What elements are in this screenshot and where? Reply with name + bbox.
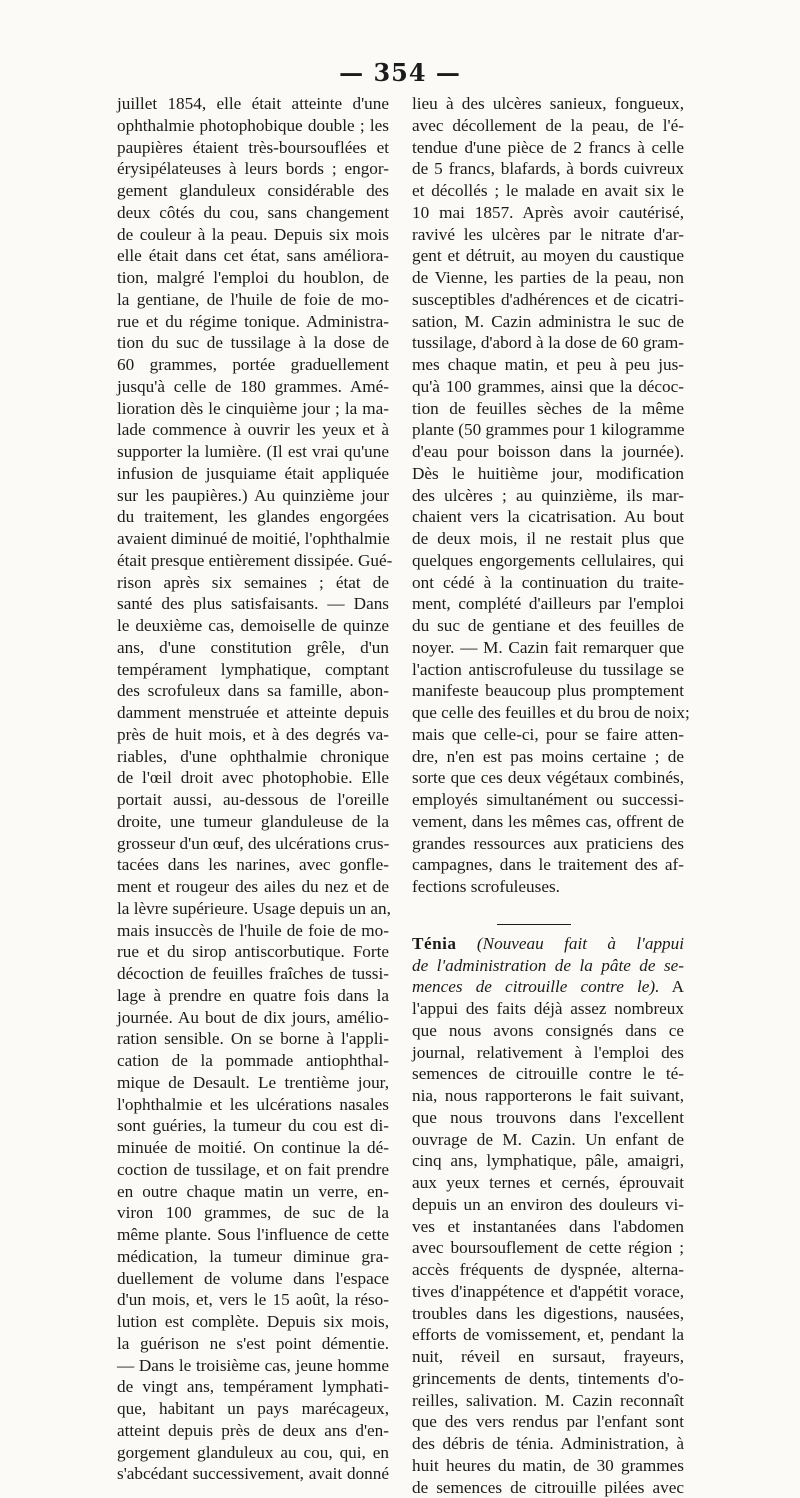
text-line: qu'à 100 grammes, ainsi que la décoc- — [412, 376, 684, 398]
text-line: de deux mois, il ne restait plus que — [412, 528, 684, 550]
text-line: fections scrofuleuses. — [412, 876, 684, 898]
section-first-word: A — [672, 977, 684, 996]
right-column — [412, 93, 684, 1498]
text-line: 10 mai 1857. Après avoir cautérisé, — [412, 202, 684, 224]
text-line: dre, n'en est pas moins certaine ; de — [412, 746, 684, 768]
text-line: la lèvre supérieure. Usage depuis un an, — [117, 898, 389, 920]
text-line: campagnes, dans le traitement des af- — [412, 854, 684, 876]
right-column-section-body — [412, 998, 684, 1498]
text-line: aux yeux ternes et cernés, éprouvait — [412, 1172, 684, 1194]
text-line: sation, M. Cazin administra le suc de — [412, 311, 684, 333]
page-number: — 354 — — [0, 58, 800, 87]
text-line: susceptibles d'adhérences et de cicatri- — [412, 289, 684, 311]
text-line: troubles dans les digestions, nausées, — [412, 1303, 684, 1325]
text-line: depuis un an environ des douleurs vi- — [412, 1194, 684, 1216]
section-subtitle-part-3: mences de citrouille contre le). — [412, 977, 659, 996]
text-line: ouvrage de M. Cazin. Un enfant de — [412, 1129, 684, 1151]
text-line: avec décollement de la peau, de l'é- — [412, 115, 684, 137]
text-line: avec boursouflement de cette région ; — [412, 1237, 684, 1259]
text-line: accès fréquents de dyspnée, alterna- — [412, 1259, 684, 1281]
text-line: lioration dès le cinquième jour ; la ma- — [117, 398, 389, 420]
text-line: l'ophthalmie et les ulcérations nasales — [117, 1094, 389, 1116]
section-subtitle-part-1: (Nouveau fait à l'appui — [477, 934, 684, 953]
text-line: vement, dans les mêmes cas, offrent de — [412, 811, 684, 833]
text-line: de couleur à la peau. Depuis six mois — [117, 224, 389, 246]
text-line: journal, relativement à l'emploi des — [412, 1042, 684, 1064]
text-line: sur les paupières.) Au quinzième jour — [117, 485, 389, 507]
text-line: ration sensible. On se borne à l'appli- — [117, 1028, 389, 1050]
text-line: tion de feuilles sèches de la même — [412, 398, 684, 420]
text-line: des débris de ténia. Administration, à — [412, 1433, 684, 1455]
text-line: duellement de volume dans l'espace — [117, 1268, 389, 1290]
text-line: tussilage, d'abord à la dose de 60 gram- — [412, 332, 684, 354]
text-line: tion, malgré l'emploi du houblon, de — [117, 267, 389, 289]
text-line: ment et rougeur des ailes du nez et de — [117, 876, 389, 898]
text-line: ans, d'une constitution grêle, d'un — [117, 637, 389, 659]
text-line: près de huit mois, et à des degrés va- — [117, 724, 389, 746]
text-line: riables, d'une ophthalmie chronique — [117, 746, 389, 768]
text-line: nia, nous rapporterons le fait suivant, — [412, 1085, 684, 1107]
text-line: employés simultanément ou successi- — [412, 789, 684, 811]
text-line: huit heures du matin, de 30 grammes — [412, 1455, 684, 1477]
text-line: coction de tussilage, et on fait prendre — [117, 1159, 389, 1181]
section-subtitle-part-2: de l'administration de la pâte de se- — [412, 955, 684, 977]
paragraph-gap — [412, 898, 684, 918]
text-line: supporter la lumière. (Il est vrai qu'une — [117, 441, 389, 463]
text-line: deux côtés du cou, sans changement — [117, 202, 389, 224]
text-line: que nous trouvons dans l'excellent — [412, 1107, 684, 1129]
text-line: cinq ans, lymphatique, pâle, amaigri, — [412, 1150, 684, 1172]
text-line: et décollés ; le malade en avait six le — [412, 180, 684, 202]
text-line: grosseur d'un œuf, des ulcérations crus- — [117, 833, 389, 855]
text-line: nuit, réveil en sursaut, frayeurs, — [412, 1346, 684, 1368]
text-line: lieu à des ulcères sanieux, fongueux, — [412, 93, 684, 115]
text-line: chaient vers la cicatrisation. Au bout — [412, 506, 684, 528]
text-line: santé des plus satisfaisants. — Dans — [117, 593, 389, 615]
text-line: lution est complète. Depuis six mois, — [117, 1311, 389, 1333]
text-line: la guérison ne s'est point démentie. — [117, 1333, 389, 1355]
text-line: du suc de gentiane et des feuilles de — [412, 615, 684, 637]
text-line: cation de la pommade antiophthal- — [117, 1050, 389, 1072]
text-line: d'un mois, et, vers le 15 août, la réso- — [117, 1289, 389, 1311]
text-line: érysipélateuses à leurs bords ; engor- — [117, 158, 389, 180]
text-line: 60 grammes, portée graduellement — [117, 354, 389, 376]
text-line: elle était dans cet état, sans améliora- — [117, 245, 389, 267]
text-line: grincements de dents, tintements d'o- — [412, 1368, 684, 1390]
section-heading-line-3 — [412, 976, 684, 998]
text-line: que celle des feuilles et du brou de noix; — [412, 702, 684, 724]
text-line: d'eau pour boisson dans la journée). — [412, 441, 684, 463]
text-line: minuée de moitié. On continue la dé- — [117, 1137, 389, 1159]
text-line: s'abcédant successivement, avait donné — [117, 1463, 389, 1485]
text-line: jusqu'à celle de 180 grammes. Amé- — [117, 376, 389, 398]
text-line: lage à prendre en quatre fois dans la — [117, 985, 389, 1007]
text-line: mes chaque matin, et peu à peu jus- — [412, 354, 684, 376]
text-line: mais que celle-ci, pour se faire atten- — [412, 724, 684, 746]
text-line: juillet 1854, elle était atteinte d'une — [117, 93, 389, 115]
text-line: noyer. — M. Cazin fait remarquer que — [412, 637, 684, 659]
text-line: tives d'inappétence et d'appétit vorace, — [412, 1281, 684, 1303]
text-line: rison après six semaines ; état de — [117, 572, 389, 594]
text-line: de l'œil droit avec photophobie. Elle — [117, 767, 389, 789]
text-line: des ulcères ; au quinzième, ils mar- — [412, 485, 684, 507]
section-heading-line — [412, 933, 684, 955]
text-line: tion du suc de tussilage à la dose de — [117, 332, 389, 354]
text-line: efforts de vomissement, et, pendant la — [412, 1324, 684, 1346]
text-line: portait aussi, au-dessous de l'oreille — [117, 789, 389, 811]
text-line: ves et instantanées dans l'abdomen — [412, 1216, 684, 1238]
text-line: ment, complété d'ailleurs par l'emploi — [412, 593, 684, 615]
text-line: tempérament lymphatique, comptant — [117, 659, 389, 681]
text-line: mique de Desault. Le trentième jour, — [117, 1072, 389, 1094]
text-line: ophthalmie photophobique double ; les — [117, 115, 389, 137]
text-line: grandes ressources aux praticiens des — [412, 833, 684, 855]
text-line: manifeste beaucoup plus promptement — [412, 680, 684, 702]
text-line: du traitement, les glandes engorgées — [117, 506, 389, 528]
text-line: même plante. Sous l'influence de cette — [117, 1224, 389, 1246]
text-line: que nous avons consignés dans ce — [412, 1020, 684, 1042]
section-title: Ténia — [412, 934, 457, 953]
text-line: mais insuccès de l'huile de foie de mo- — [117, 920, 389, 942]
text-line: reilles, salivation. M. Cazin reconnaît — [412, 1390, 684, 1412]
text-line: sorte que ces deux végétaux combinés, — [412, 767, 684, 789]
text-line: viron 100 grammes, de suc de la — [117, 1202, 389, 1224]
text-line: que, habitant un pays marécageux, — [117, 1398, 389, 1420]
text-line: damment menstruée et atteinte depuis — [117, 702, 389, 724]
text-line: ont cédé à la continuation du traite- — [412, 572, 684, 594]
text-line: de 5 francs, blafards, à bords cuivreux — [412, 158, 684, 180]
text-line: le deuxième cas, demoiselle de quinze — [117, 615, 389, 637]
text-line: gorgement glanduleux au cou, qui, en — [117, 1442, 389, 1464]
text-line: en outre chaque matin un verre, en- — [117, 1181, 389, 1203]
text-line: infusion de jusquiame était appliquée — [117, 463, 389, 485]
text-line: l'appui des faits déjà assez nombreux — [412, 998, 684, 1020]
text-line: que des vers rendus par l'enfant sont — [412, 1411, 684, 1433]
text-line: gent et détruit, au moyen du caustique — [412, 245, 684, 267]
text-line: ravivé les ulcères par le nitrate d'ar- — [412, 224, 684, 246]
text-line: — Dans le troisième cas, jeune homme — [117, 1355, 389, 1377]
text-line: paupières étaient très-boursouflées et — [117, 137, 389, 159]
text-line: rue et du sirop antiscorbutique. Forte — [117, 941, 389, 963]
text-line: gement glanduleux considérable des — [117, 180, 389, 202]
left-column — [117, 93, 389, 1485]
text-line: des scrofuleux dans sa famille, abon- — [117, 680, 389, 702]
text-line: de semences de citrouille pilées avec — [412, 1477, 684, 1498]
text-line: avaient diminué de moitié, l'ophthalmie — [117, 528, 389, 550]
text-line: de Vienne, les parties de la peau, non — [412, 267, 684, 289]
text-line: tendue d'une pièce de 2 francs à celle — [412, 137, 684, 159]
text-line: décoction de feuilles fraîches de tussi- — [117, 963, 389, 985]
text-line: atteint depuis près de deux ans d'en- — [117, 1420, 389, 1442]
text-line: rue et du régime tonique. Administra- — [117, 311, 389, 333]
text-line: semences de citrouille contre le té- — [412, 1063, 684, 1085]
text-line: quelques engorgements cellulaires, qui — [412, 550, 684, 572]
section-divider — [497, 924, 571, 925]
text-line: journée. Au bout de dix jours, amélio- — [117, 1007, 389, 1029]
text-line: lade commence à ouvrir les yeux et à — [117, 419, 389, 441]
text-line: de vingt ans, tempérament lymphati- — [117, 1376, 389, 1398]
text-line: sont guéries, la tumeur du cou est di- — [117, 1115, 389, 1137]
text-line: était presque entièrement dissipée. Gué- — [117, 550, 389, 572]
text-line: l'action antiscrofuleuse du tussilage se — [412, 659, 684, 681]
text-line: médication, la tumeur diminue gra- — [117, 1246, 389, 1268]
text-line: Dès le huitième jour, modification — [412, 463, 684, 485]
text-line: plante (50 grammes pour 1 kilogramme — [412, 419, 684, 441]
right-column-paragraph — [412, 93, 684, 898]
text-line: la gentiane, de l'huile de foie de mo- — [117, 289, 389, 311]
text-line: tacées dans les narines, avec gonfle- — [117, 854, 389, 876]
text-line: droite, une tumeur glanduleuse de la — [117, 811, 389, 833]
